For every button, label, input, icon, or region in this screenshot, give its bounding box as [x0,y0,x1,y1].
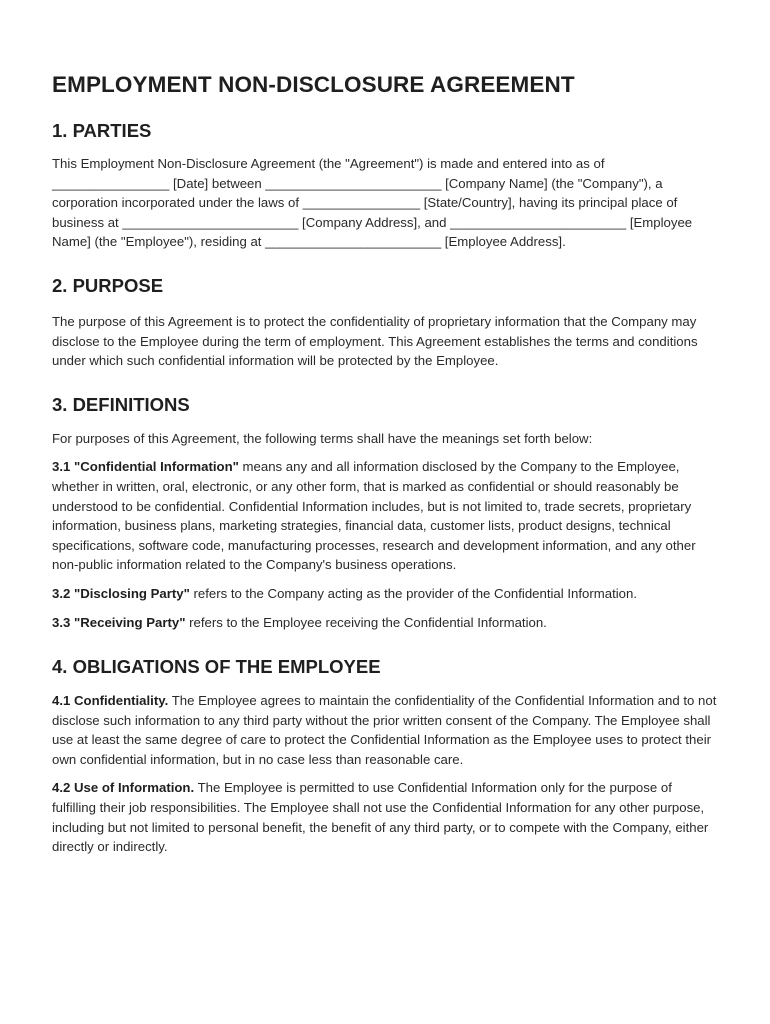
definition-term: 3.1 "Confidential Information" [52,459,239,475]
obligation-term: 4.2 Use of Information. [52,780,195,796]
obligation-term: 4.1 Confidentiality. [52,693,169,709]
document-title: EMPLOYMENT NON-DISCLOSURE AGREEMENT [52,72,575,97]
section-heading-definitions: 3. DEFINITIONS [52,393,190,415]
definition-text: refers to the Employee receiving the Confidential Information. [185,614,547,630]
definitions-intro: For purposes of this Agreement, the following terms shall have the meanings set forth below: [52,430,593,446]
parties-paragraph: This Employment Non-Disclosure Agreement (the "Agreement") is made and entered into as of ________________ [Date] between ________________________ [Company Name] (the "Company"), a corporation incorporated under the laws of ________________ [State/Country], having its principal place of business at ________________________ [Company Address], and ________________________ [Employee Name] (the "Employee"), residing at ________________________ [Employee Address]. [52,156,693,250]
definition-receiving-party [52,613,718,633]
definition-term: 3.2 "Disclosing Party" [52,585,190,601]
definition-disclosing-party [52,584,718,604]
definition-text: refers to the Company acting as the provider of the Confidential Information. [189,585,637,601]
obligation-text: The Employee is permitted to use Confidential Information only for the purpose of fulfilling their job responsibilities. The Employee shall not use the Confidential Information for any other purpose, including but not limited to personal benefit, the benefit of any third party, or to compete with the Company, either directly or indirectly. [52,780,709,855]
section-heading-parties: 1. PARTIES [52,120,152,141]
section-heading-obligations: 4. OBLIGATIONS OF THE EMPLOYEE [52,656,381,678]
obligation-confidentiality [52,691,718,769]
obligation-use-of-information [52,778,718,856]
definition-confidential-information [52,457,718,575]
purpose-paragraph: The purpose of this Agreement is to protect the confidentiality of proprietary information that the Company may disclose to the Employee during the term of employment. This Agreement establishes the terms and conditions under which such confidential information will be protected by the Employee. [52,313,698,369]
obligation-text: The Employee agrees to maintain the confidentiality of the Confidential Information and to not disclose such information to any third party without the prior written consent of the Company. The Employee shall use at least the same degree of care to protect the Confidential Information as the Employee uses to protect their own confidential information, but in no case less than reasonable care. [52,693,717,767]
definition-text: means any and all information disclosed by the Company to the Employee, whether in written, oral, electronic, or any other form, that is marked as confidential or should reasonably be understood to be confidential. Confidential Information includes, but is not limited to, trade secrets, proprietary information, business plans, marketing strategies, financial data, customer lists, product designs, technical specifications, software code, manufacturing processes, research and development information, and any other non-public information related to the Company's business operations. [52,459,696,573]
section-heading-purpose: 2. PURPOSE [52,274,164,296]
definition-term: 3.3 "Receiving Party" [52,614,186,630]
